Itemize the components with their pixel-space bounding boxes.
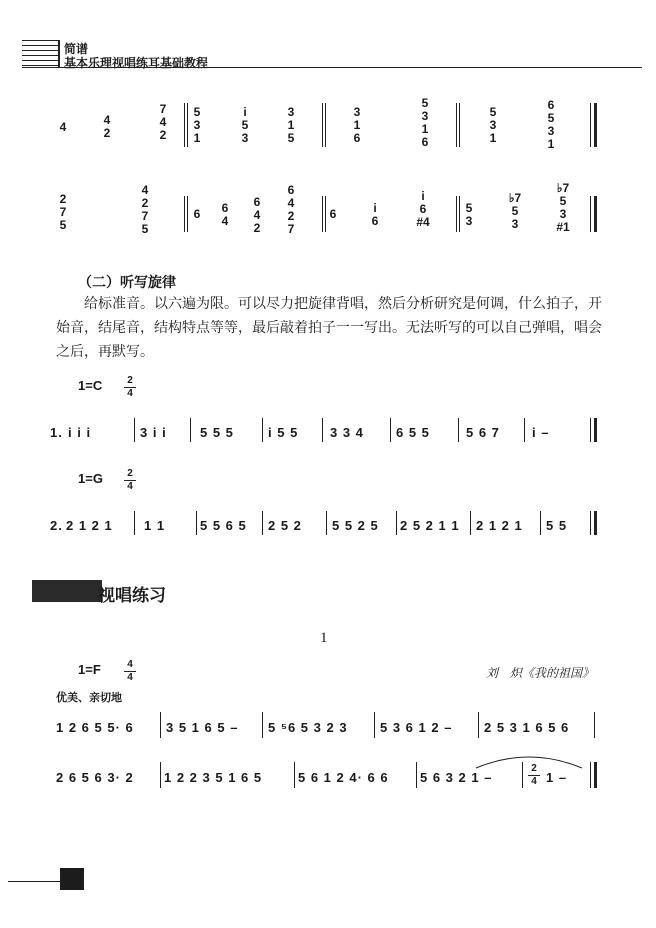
barline [374,712,375,738]
barline [396,511,397,535]
barline [524,418,525,442]
barline [190,418,191,442]
measure: 1 2 2 3 5 1 6 5 [164,770,263,785]
barline [322,418,323,442]
chord: 4 2 [103,113,111,140]
measure: 2 5 3 1 6 5 6 [484,720,570,735]
measure: 5 5 2 5 [332,518,379,533]
barline [456,196,457,232]
final-barline [594,762,597,788]
measure: i – [532,425,550,440]
barline [590,196,591,232]
measure: 5 ⁵6 5 3 2 3 [268,720,348,735]
section-heading: （二）听写旋律 [78,275,176,291]
barline [540,511,541,535]
barline [590,762,591,788]
footer-rule [8,881,62,882]
header-title: 简谱 [64,42,89,56]
final-barline [594,418,597,442]
chord: 6 4 [221,201,229,228]
chord: 5 3 1 [489,105,497,145]
measure: 1 2 6 5 5· 6 [56,720,134,735]
chord: 7 4 2 [159,102,167,142]
measure: i 5 5 [268,425,299,440]
final-barline [594,103,597,147]
time-signature: 2 4 [124,469,136,492]
exercise-label: 1. [50,425,63,440]
measure: 3 5 1 6 5 – [166,720,239,735]
key-signature: 1=G [78,471,103,486]
barline [262,418,263,442]
header-bar [58,40,60,68]
chord: 3 1 6 [353,105,361,145]
barline [594,712,595,738]
key-signature: 1=C [78,378,103,393]
time-signature: 4 4 [124,660,136,683]
measure: 3 i i [140,425,167,440]
tempo-marking: 优美、亲切地 [56,691,122,704]
measure: 5 5 [546,518,568,533]
chord: 5 3 1 [193,105,201,145]
barline [459,196,460,232]
chord: 6 5 3 1 [547,98,555,151]
barline [160,712,161,738]
chord: 3 1 5 [287,105,295,145]
measure: 2 5 2 [268,518,302,533]
chord: ♭7 5 3 [508,191,522,231]
chord: 5 3 [465,201,473,228]
measure: 1 – [546,770,568,785]
barline [184,196,185,232]
measure: 5 6 3 2 1 – [420,770,493,785]
chord: 6 [193,207,201,221]
barline [160,762,161,788]
barline [187,196,188,232]
measure: 3 3 4 [330,425,364,440]
key-signature: 1=F [78,662,101,677]
measure: 5 3 6 1 2 – [380,720,453,735]
chord: i 6 [371,201,379,228]
measure: 5 6 7 [466,425,500,440]
chord: 6 4 2 [253,195,261,235]
chord: 6 [329,207,337,221]
measure: 5 5 5 [200,425,234,440]
barline [196,511,197,535]
measure: i i i [68,425,92,440]
measure: 1 1 [144,518,166,533]
barline [294,762,295,788]
barline [590,418,591,442]
barline [470,511,471,535]
barline [416,762,417,788]
measure: 2 1 2 1 [476,518,523,533]
final-barline [594,511,597,535]
section-banner [32,580,102,602]
barline [322,103,323,147]
section-title: 视唱练习 [98,586,166,606]
time-signature: 2 4 [124,376,136,399]
barline [522,762,523,788]
barline [262,511,263,535]
chord: 6 4 2 7 [287,183,295,236]
measure: 5 5 6 5 [200,518,247,533]
barline [478,712,479,738]
barline [326,511,327,535]
page-marker [60,868,84,890]
measure: 5 6 1 2 4· 6 6 [298,770,389,785]
exercise-label: 2. [50,518,63,533]
barline [134,418,135,442]
barline [184,103,185,147]
barline [590,511,591,535]
barline [456,103,457,147]
chord: 4 2 7 5 [141,183,149,236]
song-number: 1 [320,630,328,646]
chord: i 5 3 [241,105,249,145]
header-subtitle: 基本乐理视唱练耳基础教程 [64,56,209,70]
chord: 5 3 1 6 [421,96,429,149]
barline [187,103,188,147]
barline [458,418,459,442]
barline [325,103,326,147]
barline [390,418,391,442]
chord: 2 7 5 [59,192,67,232]
barline [262,712,263,738]
barline [322,196,323,232]
final-barline [594,196,597,232]
barline [590,103,591,147]
barline [134,511,135,535]
measure: 2 5 2 1 1 [400,518,460,533]
composer-credit: 刘 炽《我的祖国》 [486,666,595,680]
measure: 2 1 2 1 [66,518,113,533]
measure: 6 5 5 [396,425,430,440]
chord: ♭7 5 3 #1 [556,181,570,234]
instruction-paragraph: 给标准音。以六遍为限。可以尽力把旋律背唱，然后分析研究是何调，什么拍子，开始音，结尾音，结构特点等等，最后敲着拍子一一写出。无法听写的可以自己弹唱，唱会之后，再默写。 [56,296,602,360]
time-signature: 2 4 [528,764,540,787]
chord: 4 [59,120,67,134]
barline [459,103,460,147]
chord: i 6 #4 [416,189,430,229]
measure: 2 6 5 6 3· 2 [56,770,134,785]
